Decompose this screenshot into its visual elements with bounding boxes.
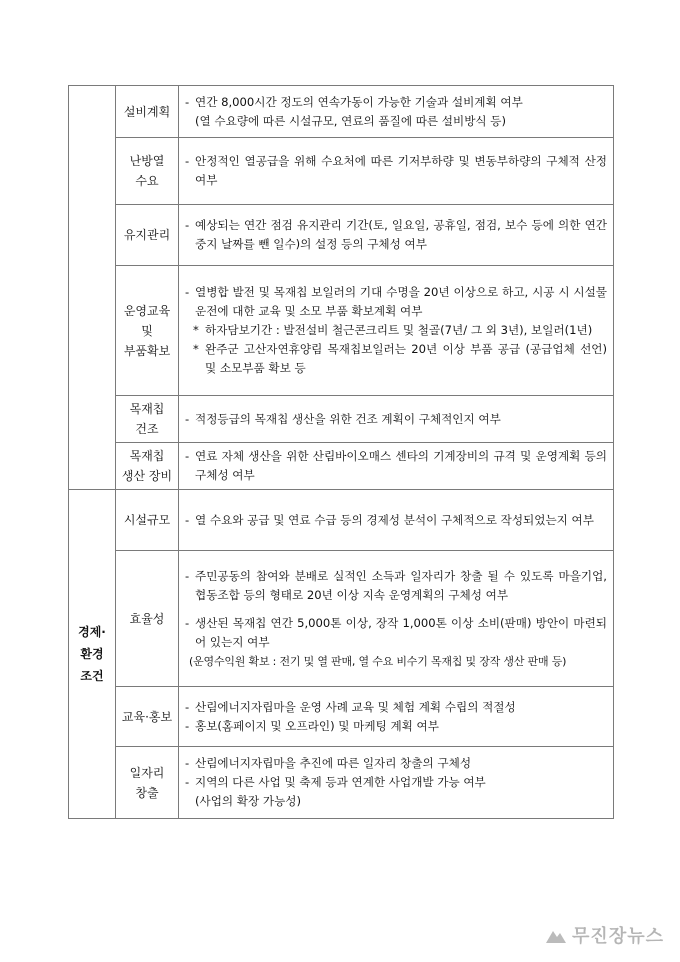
- table-row: [69, 138, 614, 205]
- bullet-marker: -: [185, 285, 190, 299]
- description-cell: [179, 443, 614, 490]
- bullet-marker: -: [185, 218, 190, 232]
- item-cell: [116, 443, 179, 490]
- description-note: (사업의 확장 가능성): [195, 794, 302, 808]
- item-cell: [116, 266, 179, 396]
- table-row: [69, 86, 614, 138]
- asterisk-marker: *: [193, 323, 199, 337]
- description-text: 홍보(홈페이지 및 오프라인) 및 마케팅 계획 여부: [195, 718, 439, 733]
- watermark: [545, 922, 664, 948]
- item-label: 효율성: [129, 611, 165, 626]
- bullet-marker: -: [185, 775, 190, 789]
- description-text: 안정적인 열공급을 위해 수요처에 따른 기저부하량 및 변동부하량의 구체적 산정 여부: [195, 154, 607, 187]
- item-cell: [116, 747, 179, 819]
- table-row: [69, 443, 614, 490]
- table-row: [69, 266, 614, 396]
- description-cell: [179, 687, 614, 747]
- item-label: 난방열 수요: [129, 154, 165, 188]
- description-text: 적정등급의 목재칩 생산을 위한 건조 계획이 구체적인지 여부: [195, 411, 501, 426]
- description-text: 예상되는 연간 점검 유지관리 기간(토, 일요일, 공휴일, 점검, 보수 등에 의한 연간 중지 날짜를 뺀 일수)의 설정 등의 구체성 여부: [195, 218, 607, 251]
- description-note: (운영수익원 확보 : 전기 및 열 판매, 열 수요 비수기 목재칩 및 장작 생산 판매 등): [189, 654, 567, 668]
- table-row: [69, 205, 614, 266]
- table-row: [69, 747, 614, 819]
- watermark-text: 무진장뉴스: [572, 926, 664, 947]
- description-cell: [179, 490, 614, 551]
- bullet-marker: -: [185, 512, 190, 527]
- item-label: 목재칩 생산 장비: [121, 449, 173, 483]
- description-text: 열병합 발전 및 목재칩 보일러의 기대 수명을 20년 이상으로 하고, 시공 시 시설물 운전에 대한 교육 및 소모 부품 확보계획 여부: [195, 285, 607, 318]
- table-row: [69, 551, 614, 687]
- item-label: 설비계획: [123, 104, 171, 119]
- item-label: 목재칩 건조: [129, 402, 165, 436]
- item-label: 일자리 창출: [129, 765, 165, 800]
- description-cell: [179, 86, 614, 138]
- table-row: [69, 490, 614, 551]
- bullet-marker: -: [185, 615, 190, 630]
- item-label: 시설규모: [123, 513, 171, 527]
- description-note: (열 수요량에 따른 시설규모, 연료의 품질에 따른 설비방식 등): [195, 113, 507, 128]
- item-label: 유지관리: [123, 228, 171, 242]
- description-subitem: 하자담보기간 : 발전설비 철근콘크리트 및 철골(7년/ 그 외 3년), 보일러(1년): [205, 323, 593, 337]
- item-cell: [116, 490, 179, 551]
- bullet-marker: -: [185, 94, 190, 109]
- description-text: 산림에너지자립마을 추진에 따른 일자리 창출의 구체성: [195, 756, 472, 770]
- table-row: [69, 687, 614, 747]
- item-label: 운영교육 및 부품확보: [123, 303, 171, 358]
- bullet-marker: -: [185, 154, 190, 168]
- bullet-marker: -: [185, 568, 190, 583]
- table-row: [69, 396, 614, 443]
- item-cell: [116, 551, 179, 687]
- description-cell: [179, 396, 614, 443]
- description-text: 열 수요와 공급 및 연료 수급 등의 경제성 분석이 구체적으로 작성되었는지 여부: [195, 512, 594, 527]
- description-cell: [179, 205, 614, 266]
- asterisk-marker: *: [193, 342, 199, 356]
- bullet-marker: -: [185, 449, 190, 463]
- bullet-marker: -: [185, 411, 190, 426]
- item-label: 교육·홍보: [121, 709, 173, 724]
- item-cell: [116, 396, 179, 443]
- item-cell: [116, 205, 179, 266]
- mountain-logo-icon: [545, 926, 567, 944]
- bullet-marker: -: [185, 718, 190, 733]
- bullet-marker: -: [185, 699, 190, 714]
- description-text: 지역의 다른 사업 및 축제 등과 연계한 사업개발 가능 여부: [195, 775, 486, 789]
- description-cell: [179, 551, 614, 687]
- item-cell: [116, 86, 179, 138]
- description-cell: [179, 747, 614, 819]
- description-text: 주민공동의 참여와 분배로 실적인 소득과 일자리가 창출 될 수 있도록 마을기업, 협동조합 등의 형태로 20년 이상 지속 운영계획의 구체성 여부: [195, 568, 607, 602]
- item-cell: [116, 138, 179, 205]
- item-cell: [116, 687, 179, 747]
- description-text: 연료 자체 생산을 위한 산림바이오매스 센타의 기계장비의 규격 및 운영계획 등의 구체성 여부: [195, 449, 607, 482]
- description-subitem: 완주군 고산자연휴양림 목재칩보일러는 20년 이상 부품 공급 (공급업체 선언) 및 소모부품 확보 등: [205, 342, 607, 375]
- description-cell: [179, 266, 614, 396]
- description-text: 산림에너지자립마을 운영 사례 교육 및 체험 계획 수립의 적절성: [195, 699, 516, 714]
- bullet-marker: -: [185, 756, 190, 770]
- description-cell: [179, 138, 614, 205]
- category-label: 경제· 환경 조건: [78, 625, 106, 683]
- evaluation-criteria-table: [68, 85, 614, 819]
- description-text: 연간 8,000시간 정도의 연속가동이 가능한 기술과 설비계획 여부: [195, 94, 523, 109]
- category-cell-blank: [69, 86, 116, 490]
- description-text: 생산된 목재칩 연간 5,000톤 이상, 장작 1,000톤 이상 소비(판매) 방안이 마련되어 있는지 여부: [195, 615, 607, 649]
- category-cell: [69, 490, 116, 819]
